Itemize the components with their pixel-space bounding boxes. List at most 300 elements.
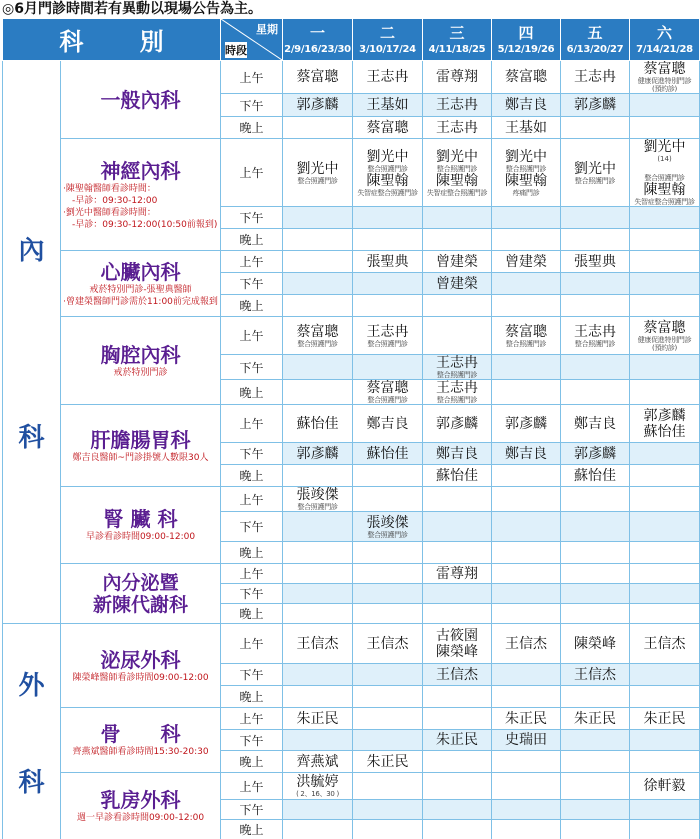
slot-thu: [492, 117, 561, 139]
doctor-name[interactable]: 張竣傑: [366, 514, 409, 531]
slot-tue: [353, 564, 423, 584]
doctor-name[interactable]: 齊燕斌: [296, 753, 339, 770]
slot-fri: [561, 664, 630, 686]
period-am: 上午: [221, 564, 283, 584]
slot-sat: [630, 139, 700, 207]
slot-tue: [353, 94, 423, 117]
slot-fri: [561, 229, 630, 251]
slot-fri: [561, 686, 630, 708]
slot-sat: [630, 604, 700, 624]
slot-tue: [353, 251, 423, 273]
doctor-name[interactable]: 劉光中: [366, 148, 409, 165]
clinic-type: 健康促進特別門診: [637, 335, 692, 344]
department-ortho: [61, 708, 221, 773]
slot-sat: [630, 229, 700, 251]
department-note: -早診：09:30-12:00(10:50前報到): [63, 219, 218, 230]
doctor-name[interactable]: 鄭吉良: [505, 445, 548, 462]
slot-sat: [630, 800, 700, 820]
slot-fri: [561, 405, 630, 443]
slot-sat: [630, 465, 700, 487]
day-header-sat: 六 7/14/21/28: [630, 19, 700, 61]
day-header-thu: 四 5/12/19/26: [492, 19, 561, 61]
slot-mon: [283, 405, 353, 443]
schedule-row: [3, 405, 700, 443]
doctor-name[interactable]: 王信杰: [436, 666, 479, 683]
department-general: [61, 61, 221, 139]
slot-mon: [283, 686, 353, 708]
clinic-type: (預約診): [652, 343, 677, 352]
doctor-name[interactable]: 朱正民: [574, 710, 617, 727]
slot-sat: [630, 61, 700, 94]
slot-tue: [353, 604, 423, 624]
department-name: 泌尿外科: [100, 647, 181, 672]
period-pm: 下午: [221, 664, 283, 686]
period-pm: 下午: [221, 512, 283, 542]
department-name: 肝膽腸胃科: [90, 427, 191, 452]
slot-thu: [492, 564, 561, 584]
slot-thu: [492, 708, 561, 730]
slot-mon: [283, 295, 353, 317]
slot-fri: [561, 61, 630, 94]
doctor-name[interactable]: 史瑞田: [505, 732, 548, 748]
slot-wed: [423, 664, 492, 686]
slot-thu: [492, 604, 561, 624]
doctor-name[interactable]: 鄭吉良: [574, 415, 617, 432]
slot-mon: [283, 207, 353, 229]
doctor-name[interactable]: 王志冉: [436, 97, 479, 113]
doctor-name[interactable]: 曾建榮: [505, 253, 548, 270]
period-pm: 下午: [221, 207, 283, 229]
department-note: 齊燕斌醫師看診時間15:30-20:30: [72, 747, 209, 757]
slot-mon: [283, 604, 353, 624]
slot-fri: [561, 465, 630, 487]
doctor-name[interactable]: 古筱園: [436, 627, 479, 644]
clinic-type: 失智症整合照護門診: [634, 198, 695, 206]
period-am: 上午: [221, 61, 283, 94]
department-note: 鄭吉良醫師~門診掛號人數限30人: [72, 452, 209, 463]
department-chest: [61, 317, 221, 405]
slot-fri: [561, 584, 630, 604]
doctor-name[interactable]: 郭彥麟: [574, 97, 617, 113]
department-cardio: [61, 251, 221, 317]
slot-fri: [561, 730, 630, 751]
slot-sat: [630, 730, 700, 751]
slot-sat: [630, 380, 700, 405]
clinic-type: 整合照護門診: [436, 371, 478, 379]
slot-tue: [353, 686, 423, 708]
doctor-name[interactable]: 王志冉: [436, 119, 479, 136]
doctor-name[interactable]: 蔡富聰: [505, 323, 548, 340]
doctor-name[interactable]: 蔡富聰: [643, 61, 686, 77]
schedule-row: [3, 61, 700, 94]
clinic-type: 整合照護門診: [436, 164, 478, 173]
period-pm: 下午: [221, 94, 283, 117]
slot-thu: [492, 800, 561, 820]
slot-mon: [283, 820, 353, 839]
slot-thu: [492, 443, 561, 465]
slot-mon: [283, 380, 353, 405]
slot-mon: [283, 273, 353, 295]
slot-fri: [561, 708, 630, 730]
schedule-row: [3, 708, 700, 730]
slot-tue: [353, 542, 423, 564]
slot-tue: [353, 139, 423, 207]
department-name: 心臟內科: [100, 259, 181, 284]
slot-thu: [492, 512, 561, 542]
period-pm: 下午: [221, 355, 283, 380]
doctor-name[interactable]: 陳榮峰: [436, 643, 479, 660]
schedule-row: [3, 317, 700, 355]
slot-tue: [353, 584, 423, 604]
slot-tue: [353, 317, 423, 355]
slot-wed: [423, 443, 492, 465]
doctor-name[interactable]: 徐軒毅: [643, 778, 686, 794]
slot-sat: [630, 355, 700, 380]
schedule-row: [3, 251, 700, 273]
doctor-name[interactable]: 雷尊翔: [436, 69, 479, 85]
slot-thu: [492, 229, 561, 251]
department-note: 戒菸特別門診-張聖典醫師: [89, 284, 192, 295]
slot-thu: [492, 730, 561, 751]
slot-fri: [561, 355, 630, 380]
clinic-type: 整合照護門診: [505, 164, 547, 173]
slot-wed: [423, 584, 492, 604]
slot-mon: [283, 564, 353, 584]
period-am: 上午: [221, 405, 283, 443]
department-note: ‧陳聖翰醫師看診時間：: [63, 183, 156, 194]
slot-mon: [283, 512, 353, 542]
slot-thu: [492, 686, 561, 708]
department-endo: [61, 564, 221, 624]
slot-sat: [630, 624, 700, 664]
slot-tue: [353, 751, 423, 773]
slot-mon: [283, 751, 353, 773]
slot-mon: [283, 117, 353, 139]
slot-sat: [630, 117, 700, 139]
schedule-row: [3, 624, 700, 664]
doctor-name[interactable]: 郭彥麟: [436, 415, 479, 432]
slot-sat: [630, 751, 700, 773]
doctor-name[interactable]: 王志冉: [366, 323, 409, 340]
clinic-type: 整合照護門診: [574, 339, 616, 348]
slot-fri: [561, 800, 630, 820]
doctor-name[interactable]: 鄭吉良: [436, 445, 479, 462]
slot-thu: [492, 295, 561, 317]
slot-thu: [492, 773, 561, 800]
doctor-name[interactable]: 蔡富聰: [505, 69, 548, 85]
slot-fri: [561, 820, 630, 839]
slot-tue: [353, 295, 423, 317]
clinic-type: 整合照護門診: [367, 396, 408, 404]
slot-mon: [283, 229, 353, 251]
slot-wed: [423, 773, 492, 800]
clinic-type: 整合照護門診: [297, 503, 338, 511]
slot-mon: [283, 800, 353, 820]
slot-thu: [492, 465, 561, 487]
doctor-name[interactable]: 蔡富聰: [296, 323, 339, 340]
doctor-name[interactable]: 蔡富聰: [643, 319, 686, 336]
doctor-name[interactable]: 蘇怡佳: [436, 467, 479, 484]
doctor-name[interactable]: 王志冉: [574, 323, 617, 340]
doctor-name[interactable]: 王信杰: [505, 635, 548, 652]
week-label: 星期: [256, 23, 279, 36]
doctor-name[interactable]: 朱正民: [366, 753, 409, 770]
slot-fri: [561, 251, 630, 273]
doctor-name[interactable]: 王志冉: [366, 69, 409, 85]
doctor-name[interactable]: 陳聖翰: [643, 182, 686, 198]
slot-wed: [423, 624, 492, 664]
doctor-name[interactable]: 王志冉: [436, 380, 479, 396]
doctor-name[interactable]: 劉光中: [505, 148, 548, 165]
clinic-type: 疼痛門診: [512, 188, 540, 197]
slot-sat: [630, 443, 700, 465]
slot-tue: [353, 730, 423, 751]
slot-fri: [561, 773, 630, 800]
slot-thu: [492, 251, 561, 273]
period-eve: 晚上: [221, 465, 283, 487]
doctor-name[interactable]: 鄭吉良: [505, 97, 548, 113]
slot-tue: [353, 773, 423, 800]
department-name: 腎 臟 科: [103, 507, 178, 531]
slot-mon: [283, 487, 353, 512]
clinic-type: 整合照護門診: [367, 530, 408, 539]
period-am: 上午: [221, 624, 283, 664]
doctor-name[interactable]: 王信杰: [574, 666, 617, 683]
clinic-type: 整合照護門診: [367, 339, 408, 348]
doctor-name[interactable]: 陳聖翰: [436, 172, 479, 189]
slot-fri: [561, 751, 630, 773]
category-internal: [3, 61, 61, 624]
slot-sat: [630, 405, 700, 443]
slot-wed: [423, 207, 492, 229]
slot-sat: [630, 207, 700, 229]
slot-wed: [423, 117, 492, 139]
clinic-type: 健康促進特別門診: [637, 77, 692, 85]
doctor-name[interactable]: 王信杰: [643, 635, 686, 652]
doctor-name[interactable]: 雷尊翔: [436, 565, 479, 582]
slot-mon: [283, 773, 353, 800]
period-pm: 下午: [221, 730, 283, 751]
department-name: 一般內科: [100, 87, 181, 112]
slot-wed: [423, 708, 492, 730]
period-am: 上午: [221, 139, 283, 207]
slot-fri: [561, 295, 630, 317]
slot-thu: [492, 380, 561, 405]
slot-fri: [561, 317, 630, 355]
doctor-name[interactable]: 王志冉: [436, 355, 479, 371]
doctor-name[interactable]: 郭彥麟: [296, 97, 339, 113]
period-pm: 下午: [221, 800, 283, 820]
doctor-name[interactable]: 王基如: [505, 119, 548, 136]
period-eve: 晚上: [221, 604, 283, 624]
slot-mon: [283, 139, 353, 207]
period-am: 上午: [221, 317, 283, 355]
doctor-name[interactable]: 劉光中: [436, 148, 479, 165]
doctor-name[interactable]: 蔡富聰: [366, 380, 409, 396]
slot-sat: [630, 820, 700, 839]
slot-tue: [353, 61, 423, 94]
department-kidney: [61, 487, 221, 564]
doctor-name[interactable]: 郭彥麟: [296, 445, 339, 462]
department-name: 乳房外科: [100, 788, 181, 812]
department-breast: [61, 773, 221, 839]
slot-mon: [283, 251, 353, 273]
doctor-name[interactable]: 蘇怡佳: [366, 445, 409, 462]
slot-mon: [283, 94, 353, 117]
slot-mon: [283, 443, 353, 465]
slot-thu: [492, 61, 561, 94]
period-am: 上午: [221, 487, 283, 512]
day-header-wed: 三 4/11/18/25: [423, 19, 492, 61]
slot-thu: [492, 624, 561, 664]
clinic-type: 整合照護門診: [367, 164, 408, 173]
slot-sat: [630, 708, 700, 730]
doctor-name[interactable]: 蘇怡佳: [296, 415, 339, 432]
session-count-tag: (14): [657, 155, 672, 163]
doctor-name[interactable]: 蔡富聰: [296, 69, 339, 85]
slot-tue: [353, 443, 423, 465]
category-surgery: [3, 624, 61, 839]
slot-tue: [353, 380, 423, 405]
slot-wed: [423, 380, 492, 405]
department-note: 戒菸特別門診: [113, 367, 168, 378]
slot-thu: [492, 139, 561, 207]
slot-mon: [283, 664, 353, 686]
period-pm: 下午: [221, 273, 283, 295]
slot-mon: [283, 355, 353, 380]
doctor-name[interactable]: 劉光中: [574, 160, 617, 177]
slot-tue: [353, 117, 423, 139]
slot-wed: [423, 604, 492, 624]
doctor-name[interactable]: 王信杰: [296, 635, 339, 652]
slot-wed: [423, 405, 492, 443]
doctor-name[interactable]: 朱正民: [296, 710, 339, 727]
notice-text: ◎6月門診時間若有異動以現場公告為主。: [2, 1, 262, 17]
slot-mon: [283, 465, 353, 487]
department-name: 內分泌暨 新陳代謝科: [93, 571, 189, 616]
slot-thu: [492, 317, 561, 355]
slot-sat: [630, 773, 700, 800]
doctor-name[interactable]: 劉光中: [296, 160, 339, 177]
doctor-name[interactable]: 王信杰: [366, 635, 409, 652]
slot-wed: [423, 465, 492, 487]
slot-fri: [561, 624, 630, 664]
period-eve: 晚上: [221, 117, 283, 139]
schedule-row: [3, 564, 700, 584]
slot-tue: [353, 229, 423, 251]
doctor-name[interactable]: 蘇怡佳: [574, 467, 617, 484]
period-eve: 晚上: [221, 229, 283, 251]
slot-sat: [630, 542, 700, 564]
doctor-name[interactable]: 劉光中: [643, 139, 686, 155]
slot-sat: [630, 273, 700, 295]
doctor-name[interactable]: 鄭吉良: [366, 415, 409, 432]
period-label: 時段: [225, 44, 248, 57]
doctor-name[interactable]: 洪毓婷: [296, 774, 339, 790]
period-pm: 下午: [221, 443, 283, 465]
doctor-name[interactable]: 蘇怡佳: [643, 423, 686, 440]
slot-tue: [353, 273, 423, 295]
period-am: 上午: [221, 251, 283, 273]
doctor-name[interactable]: 郭彥麟: [505, 415, 548, 432]
doctor-name[interactable]: 王志冉: [574, 69, 617, 85]
slot-sat: [630, 94, 700, 117]
category-label: 外 科: [18, 670, 45, 798]
slot-mon: [283, 730, 353, 751]
slot-wed: [423, 564, 492, 584]
clinic-type: 整合照護門診: [297, 339, 338, 348]
period-am: 上午: [221, 708, 283, 730]
slot-tue: [353, 708, 423, 730]
header-row: [3, 19, 700, 61]
slot-thu: [492, 487, 561, 512]
slot-thu: [492, 542, 561, 564]
doctor-name[interactable]: 郭彥麟: [574, 445, 617, 462]
slot-mon: [283, 708, 353, 730]
doctor-name[interactable]: 張竣傑: [296, 487, 339, 503]
day-header-mon: 一 2/9/16/23/30: [283, 19, 353, 61]
clinic-type: 失智症整合照護門診: [357, 188, 418, 197]
doctor-name[interactable]: 陳聖翰: [505, 172, 548, 189]
slot-wed: [423, 94, 492, 117]
department-neuro: [61, 139, 221, 251]
slot-thu: [492, 273, 561, 295]
doctor-name[interactable]: 張聖典: [366, 253, 409, 270]
doctor-name[interactable]: 張聖典: [574, 253, 617, 270]
doctor-name[interactable]: 郭彥麟: [643, 407, 686, 424]
slot-thu: [492, 405, 561, 443]
slot-wed: [423, 61, 492, 94]
clinic-type: ( 2、16、30 ): [296, 790, 339, 798]
period-pm: 下午: [221, 584, 283, 604]
doctor-name[interactable]: 朱正民: [643, 710, 686, 727]
slot-mon: [283, 61, 353, 94]
corner-header: [221, 19, 283, 61]
clinic-type: 整合照護門診: [644, 174, 685, 182]
doctor-name[interactable]: 陳聖翰: [366, 172, 409, 189]
doctor-name[interactable]: 王基如: [366, 97, 409, 113]
doctor-name[interactable]: 曾建榮: [436, 275, 479, 292]
slot-wed: [423, 355, 492, 380]
slot-sat: [630, 487, 700, 512]
doctor-name[interactable]: 陳榮峰: [574, 635, 617, 652]
subject-header: 科 別: [3, 19, 221, 61]
department-uro: [61, 624, 221, 708]
slot-tue: [353, 465, 423, 487]
slot-fri: [561, 542, 630, 564]
doctor-name[interactable]: 朱正民: [505, 710, 548, 727]
slot-thu: [492, 751, 561, 773]
slot-thu: [492, 94, 561, 117]
slot-sat: [630, 686, 700, 708]
department-gi: [61, 405, 221, 487]
department-note: ‧曾建榮醫師門診需於11:00前完成報到: [63, 296, 218, 307]
slot-sat: [630, 317, 700, 355]
period-eve: 晚上: [221, 380, 283, 405]
category-label: 內 科: [18, 236, 45, 453]
doctor-name[interactable]: 曾建榮: [436, 253, 479, 270]
doctor-name[interactable]: 朱正民: [436, 732, 479, 748]
department-note: 週一早診看診時間09:00-12:00: [76, 813, 205, 823]
slot-wed: [423, 273, 492, 295]
period-eve: 晚上: [221, 295, 283, 317]
slot-fri: [561, 117, 630, 139]
slot-thu: [492, 820, 561, 839]
slot-wed: [423, 295, 492, 317]
slot-wed: [423, 512, 492, 542]
department-note: 陳榮峰醫師看診時間09:00-12:00: [72, 672, 209, 683]
doctor-name[interactable]: 蔡富聰: [366, 119, 409, 136]
